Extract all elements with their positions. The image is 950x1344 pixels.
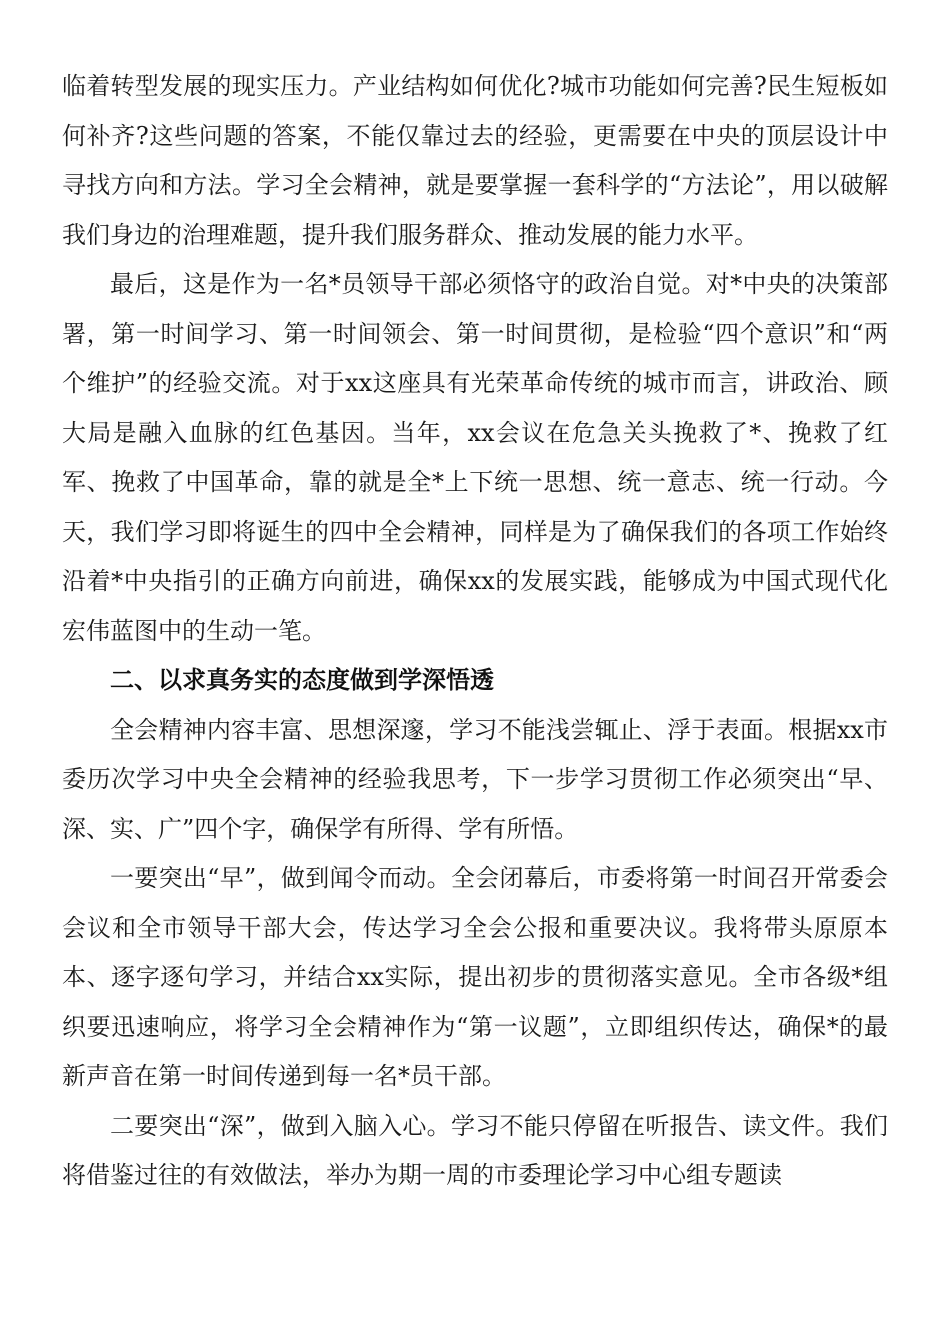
- paragraph-early: 一要突出“早”，做到闻令而动。全会闭幕后，市委将第一时间召开常委会会议和全市领导干部大会，传达学习全会公报和重要决议。我将带头原原本本、逐字逐句学习，并结合xx实际，提出初步的贯彻落实意见。全市各级*组织要迅速响应，将学习全会精神作为“第一议题”，立即组织传达，确保*的最新声音在第一时间传递到每一名*员干部。: [62, 864, 888, 1090]
- document-body: [62, 62, 888, 1201]
- paragraph-continuation: 临着转型发展的现实压力。产业结构如何优化?城市功能如何完善?民生短板如何补齐?这些问题的答案，不能仅靠过去的经验，更需要在中央的顶层设计中寻找方向和方法。学习全会精神，就是要掌握一套科学的“方法论”，用以破解我们身边的治理难题，提升我们服务群众、推动发展的能力水平。: [62, 72, 888, 249]
- section-heading: 二、以求真务实的态度做到学深悟透: [110, 666, 494, 694]
- paragraph-political-awareness: 最后，这是作为一名*员领导干部必须恪守的政治自觉。对*中央的决策部署，第一时间学习、第一时间领会、第一时间贯彻，是检验“四个意识”和“两个维护”的经验交流。对于xx这座具有光荣革命传统的城市而言，讲政治、顾大局是融入血脉的红色基因。当年，xx会议在危急关头挽救了*、挽救了红军、挽救了中国革命，靠的就是全*上下统一思想、统一意志、统一行动。今天，我们学习即将诞生的四中全会精神，同样是为了确保我们的各项工作始终沿着*中央指引的正确方向前进，确保xx的发展实践，能够成为中国式现代化宏伟蓝图中的生动一笔。: [62, 270, 888, 645]
- paragraph-section-intro: 全会精神内容丰富、思想深邃，学习不能浅尝辄止、浮于表面。根据xx市委历次学习中央全会精神的经验我思考，下一步学习贯彻工作必须突出“早、深、实、广”四个字，确保学有所得、学有所悟。: [62, 715, 888, 843]
- paragraph-deep: 二要突出“深”，做到入脑入心。学习不能只停留在听报告、读文件。我们将借鉴过往的有效做法，举办为期一周的市委理论学习中心组专题读: [62, 1111, 888, 1189]
